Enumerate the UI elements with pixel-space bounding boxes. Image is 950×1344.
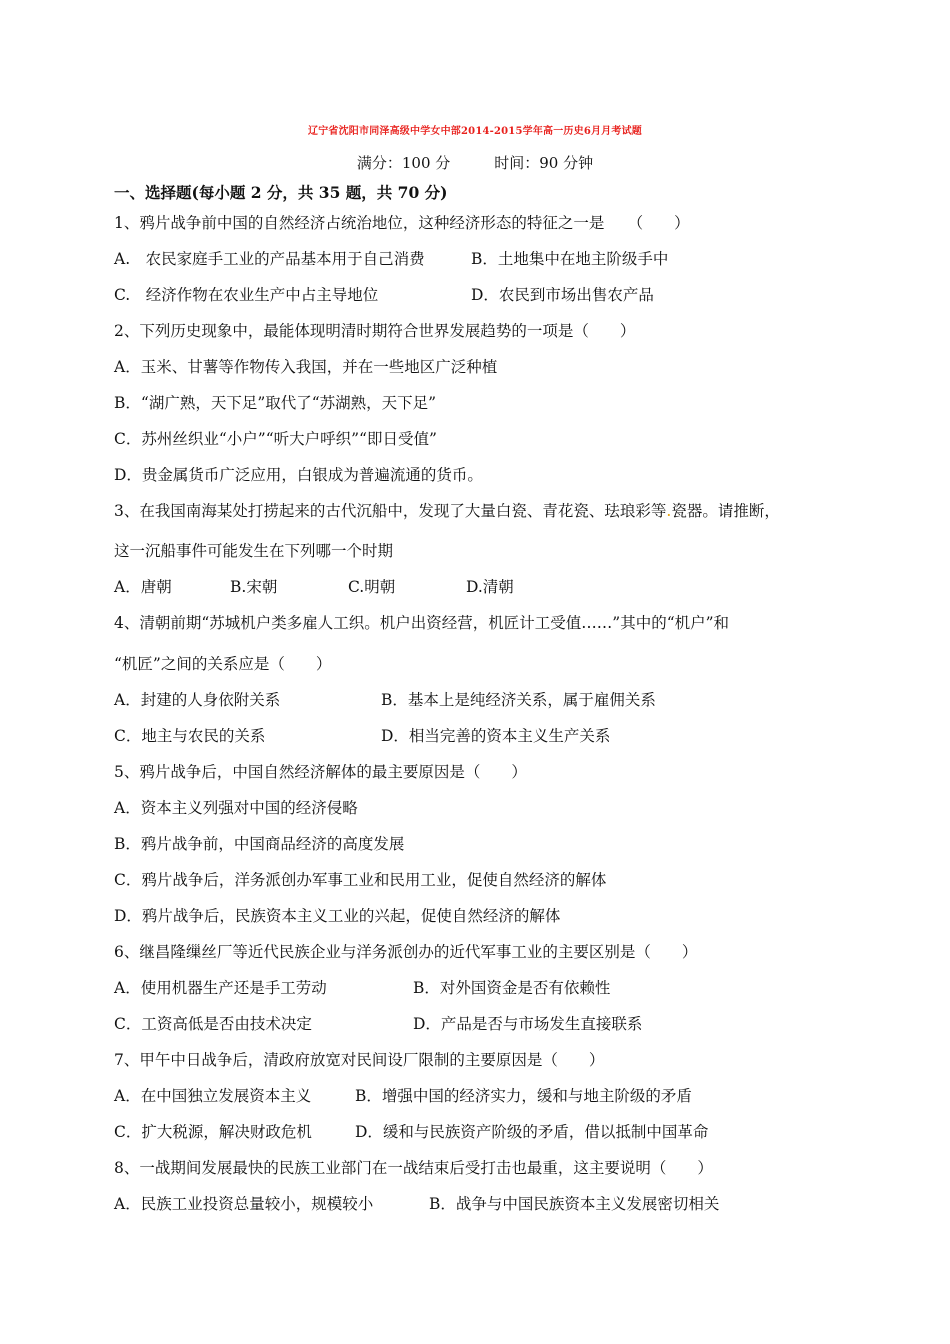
option-b: B．增强中国的经济实力，缓和与地主阶级的矛盾 [355,1087,692,1105]
section-heading: 一、选择题(每小题 2 分，共 35 题，共 70 分) [114,183,448,202]
exam-meta [0,152,950,173]
option-a: A．民族工业投资总量较小，规模较小 [114,1195,374,1213]
option-a: A. 农民家庭手工业的产品基本用于自己消费 [114,250,425,268]
option-d: D．相当完善的资本主义生产关系 [381,727,611,745]
question-7-options-row-2 [114,1122,708,1142]
option-a: A．资本主义列强对中国的经济侵略 [114,799,358,817]
full-score: 满分：100 分 [356,154,451,172]
question-7-stem: 7、甲午中日战争后，清政府放宽对民间设厂限制的主要原因是（ ） [114,1051,605,1069]
question-4-options-row-2 [114,726,610,746]
option-c: C．地主与农民的关系 [114,727,266,745]
option-b: B.宋朝 [230,578,278,596]
question-6-stem: 6、继昌隆缫丝厂等近代民族企业与洋务派创办的近代军事工业的主要区别是（ ） [114,943,698,961]
option-d: D．贵金属货币广泛应用，白银成为普遍流通的货币。 [114,466,483,484]
option-d: D．产品是否与市场发生直接联系 [413,1015,643,1033]
option-b: B．鸦片战争前，中国商品经济的高度发展 [114,835,405,853]
question-7-options-row-1 [114,1086,692,1106]
option-c: C．扩大税源，解决财政危机 [114,1123,312,1141]
question-3-stem-line-2: 这一沉船事件可能发生在下列哪一个时期 [114,542,394,560]
question-4-options-row-1 [114,690,656,710]
question-8-options-row-1 [114,1194,719,1214]
option-a: A．唐朝 [114,578,172,596]
option-d: D．鸦片战争后，民族资本主义工业的兴起，促使自然经济的解体 [114,907,561,925]
option-a: A．封建的人身依附关系 [114,691,281,709]
question-4-stem-line-2: “机匠”之间的关系应是（ ） [114,655,332,673]
question-4-stem-line-1: 4、清朝前期“苏城机户类多雇人工织。机户出资经营，机匠计工受值……”其中的“机户”和 [114,614,730,632]
question-3-stem-line-1 [114,501,780,521]
stem-text-cont: 瓷器。请推断， [671,502,780,520]
question-3-options [114,577,514,597]
stem-text: 3、在我国南海某处打捞起来的古代沉船中，发现了大量白瓷、青花瓷、珐琅彩等 [114,502,667,520]
exam-time: 时间：90 分钟 [494,154,594,172]
option-b: B．对外国资金是否有依赖性 [413,979,611,997]
question-1-options-row-1 [114,249,668,269]
question-1-options-row-2 [114,285,654,305]
option-c: C．工资高低是否由技术决定 [114,1015,312,1033]
option-b: B．战争与中国民族资本主义发展密切相关 [429,1195,720,1213]
option-b: B．土地集中在地主阶级手中 [471,250,669,268]
option-c: C.明朝 [348,578,396,596]
option-c: C. 经济作物在农业生产中占主导地位 [114,286,379,304]
question-1-stem: 1、鸦片战争前中国的自然经济占统治地位，这种经济形态的特征之一是 （ ） [114,214,690,232]
option-a: A．使用机器生产还是手工劳动 [114,979,327,997]
option-d: D．缓和与民族资产阶级的矛盾，借以抵制中国革命 [355,1123,709,1141]
question-6-options-row-2 [114,1014,642,1034]
option-b: B．“湖广熟，天下足”取代了“苏湖熟，天下足” [114,394,437,412]
option-c: C．苏州丝织业“小户”“听大户呼织”“即日受值” [114,430,437,448]
option-a: A．在中国独立发展资本主义 [114,1087,312,1105]
option-b: B．基本上是纯经济关系，属于雇佣关系 [381,691,656,709]
option-c: C．鸦片战争后，洋务派创办军事工业和民用工业，促使自然经济的解体 [114,871,607,889]
exam-title: 辽宁省沈阳市同泽高级中学女中部2014-2015学年高一历史6月月考试题 [308,126,642,137]
question-2-stem: 2、下列历史现象中，最能体现明清时期符合世界发展趋势的一项是（ ） [114,322,636,340]
question-5-stem: 5、鸦片战争后，中国自然经济解体的最主要原因是（ ） [114,763,527,781]
option-d: D．农民到市场出售农产品 [471,286,654,304]
question-6-options-row-1 [114,978,610,998]
option-d: D.清朝 [466,578,514,596]
option-a: A．玉米、甘薯等作物传入我国，并在一些地区广泛种植 [114,358,498,376]
question-8-stem: 8、一战期间发展最快的民族工业部门在一战结束后受打击也最重，这主要说明（ ） [114,1159,713,1177]
dot-mark-icon: . [666,502,672,520]
